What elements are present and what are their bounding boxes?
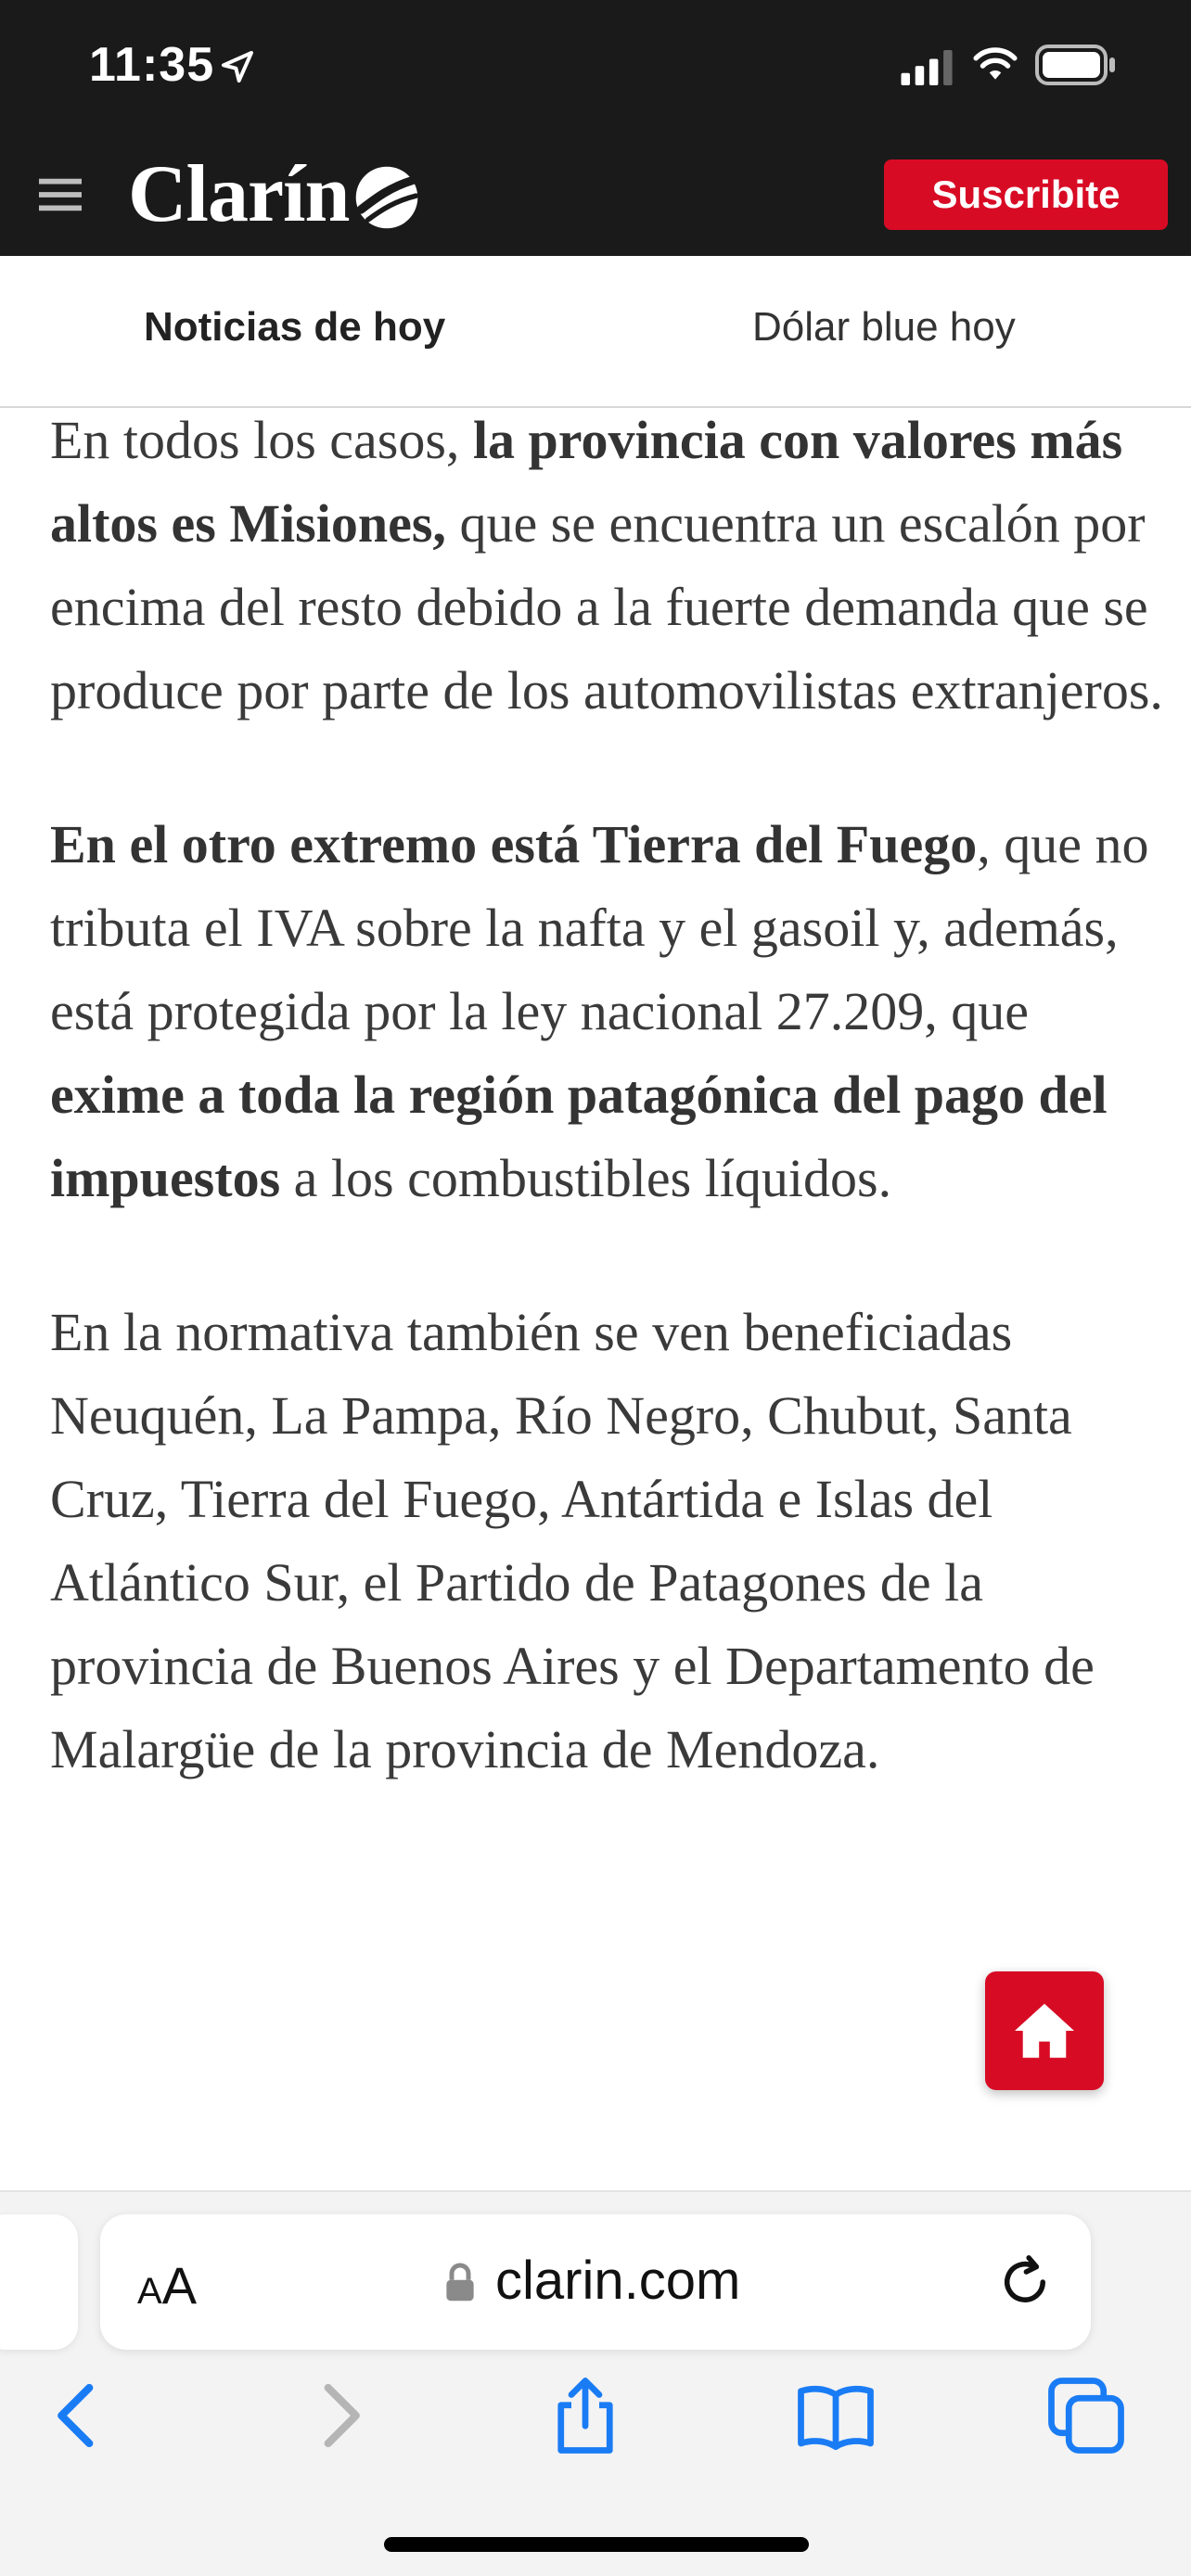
tab-dolar-blue-hoy[interactable]: Dólar blue hoy [752, 304, 1016, 350]
clarin-logo-mark-icon [352, 163, 421, 232]
section-tabs [0, 256, 1191, 408]
wifi-icon [972, 45, 1018, 83]
paragraph-bold-text: En el otro extremo está Tierra del Fuego [50, 814, 978, 874]
previous-tab-preview[interactable] [0, 2214, 78, 2350]
tab-noticias-de-hoy[interactable]: Noticias de hoy [144, 304, 446, 350]
address-bar[interactable] [100, 2214, 1091, 2350]
article-paragraph [50, 803, 1163, 1220]
forward-icon[interactable] [297, 2374, 380, 2457]
bookmarks-icon[interactable] [794, 2374, 877, 2457]
location-arrow-icon [219, 48, 256, 85]
text-size-small-glyph: A [137, 2271, 162, 2312]
paragraph-text: En la normativa también se ven beneficiadas Neuquén, La Pampa, Río Negro, Chubut, Santa Cruz, Tierra del Fuego, Antártida e Islas del Atlántico Sur, el Partido de Patagones de la provincia de Buenos Aires y el Departamento de Malargüe de la provincia de Mendoza. [50, 1302, 1095, 1779]
share-icon[interactable] [544, 2374, 627, 2457]
scroll-home-button[interactable] [985, 1971, 1104, 2090]
article-paragraph [50, 1291, 1163, 1792]
paragraph-text: a los combustibles líquidos. [280, 1148, 892, 1208]
hamburger-menu-icon[interactable] [39, 176, 82, 213]
status-bar [0, 0, 1191, 139]
cellular-signal-icon [900, 50, 955, 85]
battery-icon [1035, 45, 1117, 85]
paragraph-text: En todos los casos, [50, 410, 473, 470]
text-size-big-glyph: A [161, 2256, 198, 2315]
back-icon[interactable] [37, 2374, 121, 2457]
status-time: 11:35 [89, 38, 215, 92]
reload-icon[interactable] [994, 2251, 1056, 2313]
article-paragraph [50, 399, 1163, 733]
article-body [50, 399, 1163, 1862]
tabs-icon[interactable] [1044, 2374, 1128, 2457]
home-indicator [384, 2537, 809, 2552]
paragraph-text: que se encuentra un escalón por encima del resto debido a la fuerte demanda que se produce por parte de los automovilistas extranjeros. [50, 493, 1163, 721]
paragraph-text: , que no tributa el IVA sobre la nafta y el gasoil y, además, está protegida por la ley nacional 27.209, que [50, 814, 1149, 1041]
home-icon [1011, 2001, 1078, 2060]
lock-icon [443, 2261, 477, 2303]
paragraph-bold-text: la provincia con valores más altos es Misiones, [50, 410, 1123, 554]
text-size-button[interactable] [137, 2255, 197, 2315]
subscribe-button[interactable]: Suscribite [884, 159, 1168, 230]
site-header [0, 139, 1191, 256]
url-text[interactable]: clarin.com [495, 2251, 741, 2311]
paragraph-bold-text: exime a toda la región patagónica del pago del impuestos [50, 1065, 1108, 1208]
clarin-logo[interactable]: Clarín [128, 149, 350, 239]
